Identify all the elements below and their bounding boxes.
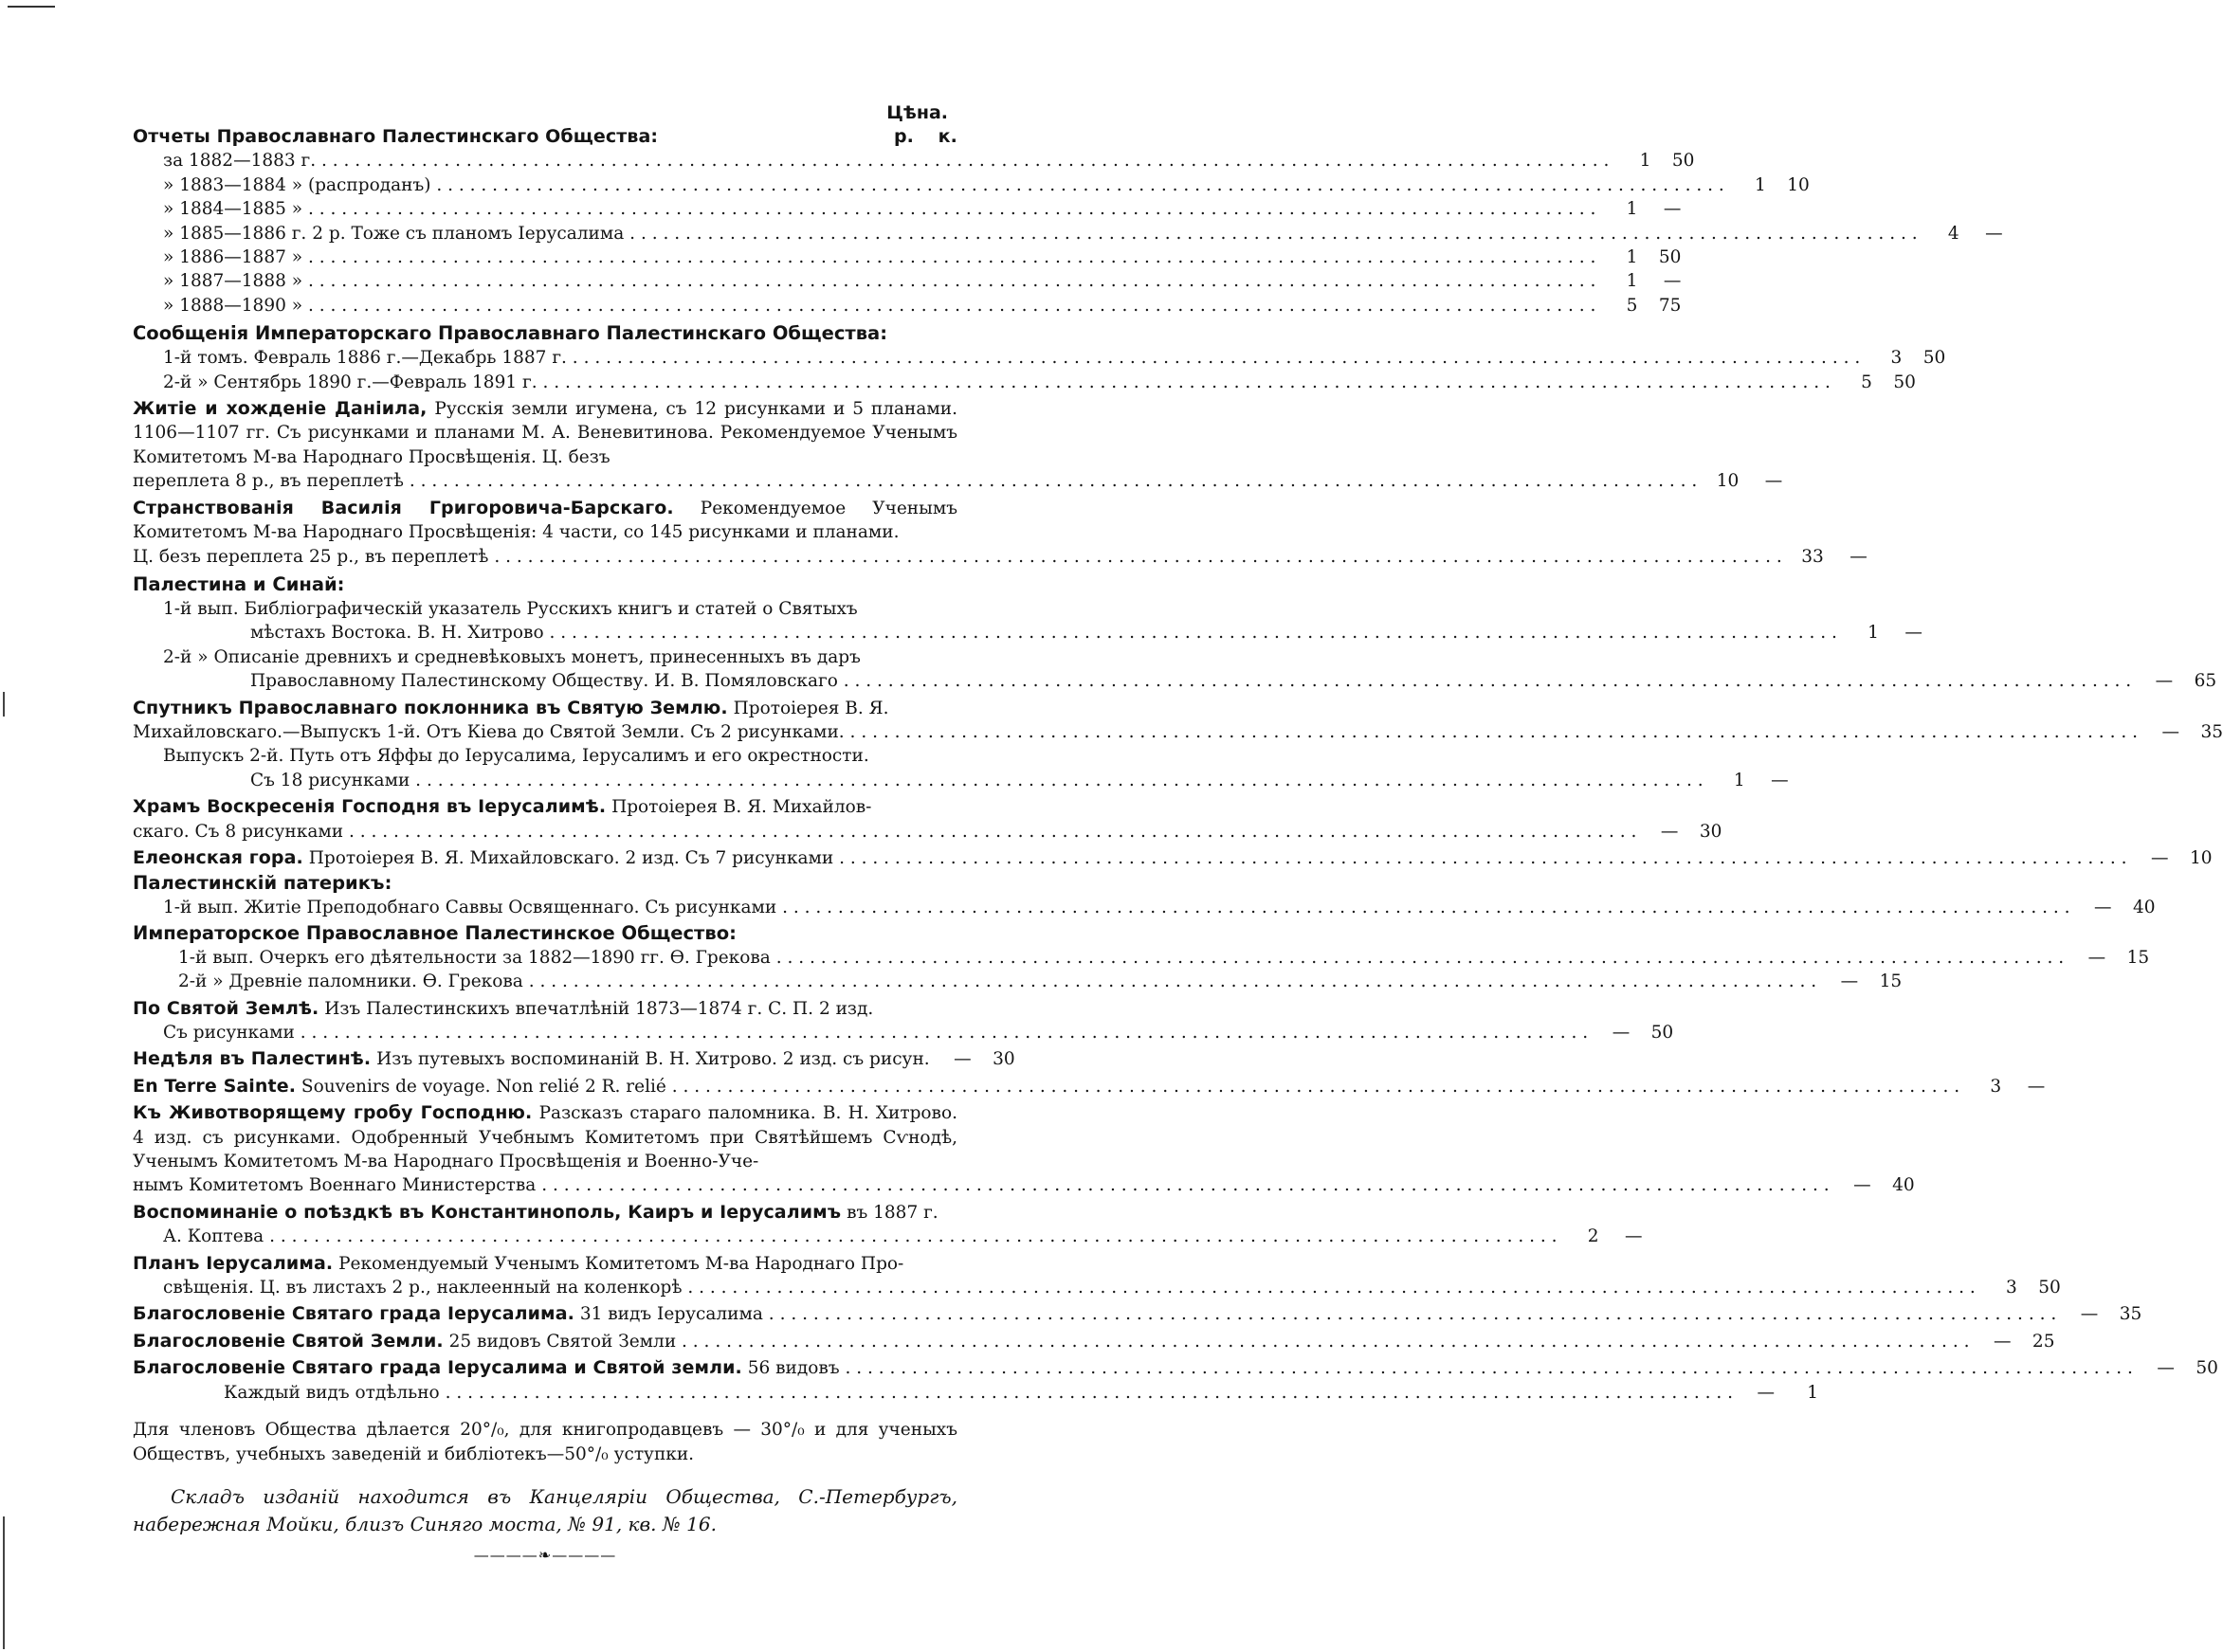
price-row: 1-й томъ. Февраль 1886 г.—Декабрь 1887 г. . . . 3 50 <box>133 346 957 370</box>
price-row: » 1887—1888 » . . . 1 — <box>133 269 957 293</box>
price-row: Ц. безъ переплета 25 р., въ переплетѣ . . . 33 — <box>133 545 957 569</box>
price-row: Благословеніе Святой Земли. 25 видовъ Святой Земли . . . — 25 <box>133 1330 957 1353</box>
issue-line: 2-й » Описаніе древнихъ и средневѣковыхъ монетъ, принесенныхъ въ даръ <box>163 646 861 667</box>
price-row: 2-й » Древніе паломники. Ѳ. Грекова . . . — 15 <box>133 970 957 993</box>
catalog-entry: Къ Животворящему гробу Господню. Разсказъ стараго паломника. В. Н. Хитрово. 4 изд. съ рисунками. Одобренный Учебнымъ Комитетомъ при Святѣйшемъ Сѵнодѣ, Ученымъ Комитетомъ М-ва Народнаго Просвѣщенія и Военно-Уче- <box>133 1102 957 1172</box>
price-row: En Terre Sainte. Souvenirs de voyage. Non relié 2 R. relié . . . 3 — <box>133 1075 957 1098</box>
price-row: Благословеніе Святаго града Іерусалима и Святой земли. 56 видовъ . . . — 50 <box>133 1356 957 1380</box>
section-title: Палестина и Синай: <box>133 572 345 595</box>
price-list <box>133 102 2223 1564</box>
catalog-entry: По Святой Землѣ. Изъ Палестинскихъ впечатлѣній 1873—1874 г. С. П. 2 изд. <box>133 997 874 1019</box>
price-column-header: Цѣна. <box>886 102 948 123</box>
price-row: Съ 18 рисунками . . . 1 — <box>133 769 957 792</box>
issue-line: 1-й вып. Библіографическій указатель Русскихъ книгъ и статей о Святыхъ <box>163 598 858 619</box>
warehouse-address: Складъ изданій находится въ Канцеляріи Общества, С.-Петербургъ, набережная Мойки, близъ Синяго моста, № 91, кв. № 16. <box>133 1484 957 1535</box>
issue-line: Выпускъ 2-й. Путь отъ Яффы до Іерусалима, Іерусалимъ и его окрестности. <box>163 746 869 767</box>
price-row: скаго. Съ 8 рисунками . . . — 30 <box>133 820 957 844</box>
section-title: Императорское Православное Палестинское Общество: <box>133 921 737 944</box>
price-row: 1-й вып. Житіе Преподобнаго Саввы Освященнаго. Съ рисунками . . . — 40 <box>133 896 957 919</box>
catalog-entry: Житіе и хожденіе Даніила, Русскія земли игумена, съ 12 рисунками и 5 планами. 1106—1107 гг. Съ рисунками и планами М. А. Веневитинова. Рекомендуемое Ученымъ Комитетомъ М-ва Народнаго Просвѣщенія. Ц. безъ <box>133 398 958 467</box>
scan-margin-mark <box>3 1516 5 1649</box>
price-row: 1-й вып. Очеркъ его дѣятельности за 1882—1890 гг. Ѳ. Грекова . . . — 15 <box>133 946 957 970</box>
scan-margin-mark <box>3 692 5 717</box>
scan-edge-mark <box>8 6 55 8</box>
discount-note: Для членовъ Общества дѣлается 20°/₀, для книгопродавцевъ — 30°/₀ и для ученыхъ Обществъ, учебныхъ заведеній и библіотекъ—50°/₀ уступки. <box>133 1420 957 1464</box>
price-row: » 1888—1890 » . . . 5 75 <box>133 294 957 318</box>
catalog-entry: Планъ Іерусалима. Рекомендуемый Ученымъ Комитетомъ М-ва Народнаго Про- <box>133 1252 904 1274</box>
section-title: Палестинскій патерикъ: <box>133 872 392 895</box>
price-row: Недѣля въ Палестинѣ. Изъ путевыхъ воспоминаній В. Н. Хитрово. 2 изд. съ рисун. — 30 <box>133 1048 1015 1070</box>
section-title: Отчеты Православнаго Палестинскаго Общества: р. к. <box>133 126 957 147</box>
section-title: Сообщенія Императорскаго Православнаго Палестинскаго Общества: <box>133 322 887 345</box>
price-row: » 1884—1885 » . . . 1 — <box>133 197 957 221</box>
price-row: » 1885—1886 г. 2 р. Тоже съ планомъ Іерусалима . . . 4 — <box>133 222 957 245</box>
price-row: Православному Палестинскому Обществу. И. В. Помяловскаго . . . — 65 <box>133 669 957 693</box>
price-row: Михайловскаго.—Выпускъ 1-й. Отъ Кіева до Святой Земли. Съ 2 рисунками. . . . — 35 <box>133 720 957 744</box>
catalog-entry: Спутникъ Православнаго поклонника въ Святую Землю. Протоіерея В. Я. <box>133 697 889 718</box>
price-row: Съ рисунками . . . — 50 <box>133 1021 957 1044</box>
price-row: свѣщенія. Ц. въ листахъ 2 р., наклеенный на коленкорѣ . . . 3 50 <box>133 1276 957 1299</box>
price-row: 2-й » Сентябрь 1890 г.—Февраль 1891 г. . . . 5 50 <box>133 371 957 394</box>
price-row: переплета 8 р., въ переплетѣ . . . 10 — <box>133 469 957 493</box>
catalog-entry: Странствованія Василія Григоровича-Барскаго. Рекомендуемое Ученымъ Комитетомъ М-ва Народнаго Просвѣщенія: 4 части, со 145 рисунками и планами. <box>133 497 957 543</box>
price-row: за 1882—1883 г. . . . 1 50 <box>133 149 957 172</box>
catalog-entry: Храмъ Воскресенія Господня въ Іерусалимѣ. Протоіерея В. Я. Михайлов- <box>133 796 872 818</box>
price-row: Каждый видъ отдѣльно . . . — 1 <box>133 1381 957 1405</box>
price-row: мѣстахъ Востока. В. Н. Хитрово . . . 1 — <box>133 621 957 644</box>
price-row: Благословеніе Святаго града Іерусалима. 31 видъ Іерусалима . . . — 35 <box>133 1302 957 1326</box>
price-row: А. Коптева . . . 2 — <box>133 1225 957 1248</box>
catalog-entry: Воспоминаніе о поѣздкѣ въ Константинополь, Каиръ и Іерусалимъ въ 1887 г. <box>133 1201 938 1223</box>
ornament-divider: ————❧———— <box>473 1545 617 1564</box>
price-row: Елеонская гора. Протоіерея В. Я. Михайловскаго. 2 изд. Съ 7 рисунками . . . — 10 <box>133 846 957 870</box>
price-row: » 1886—1887 » . . . 1 50 <box>133 245 957 269</box>
price-row: » 1883—1884 » (распроданъ) . . . 1 10 <box>133 173 957 197</box>
price-row: нымъ Комитетомъ Военнаго Министерства . . . — 40 <box>133 1173 957 1197</box>
